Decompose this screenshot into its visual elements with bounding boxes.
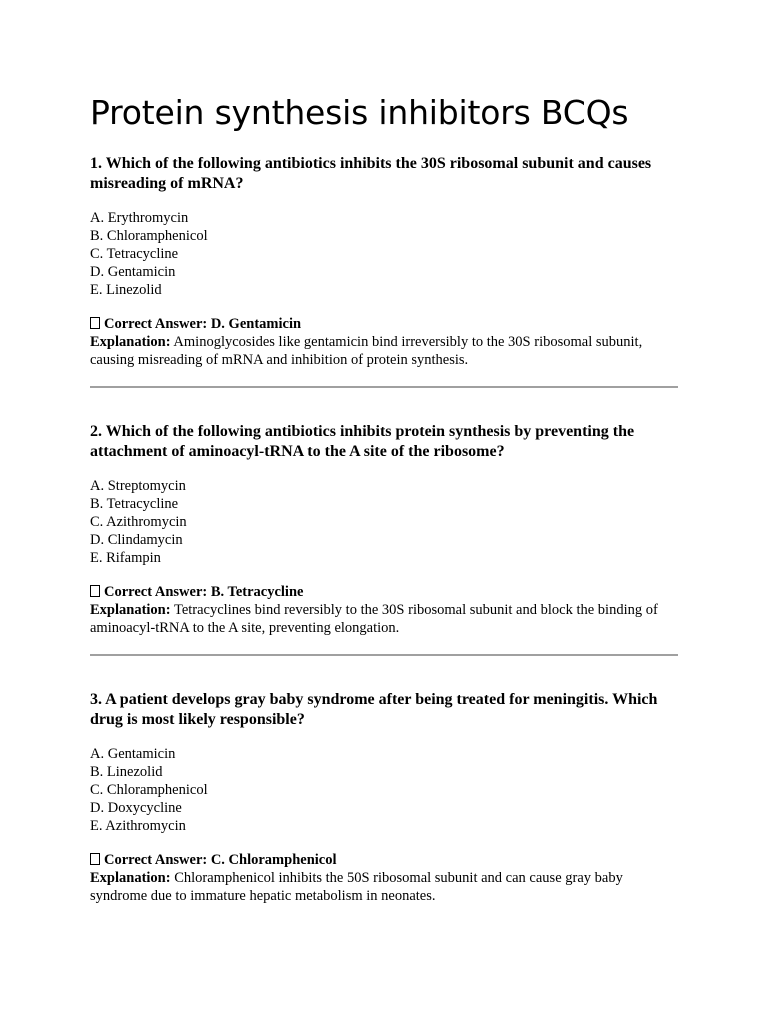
checkmark-icon xyxy=(90,585,100,597)
section-divider xyxy=(90,386,678,388)
correct-answer xyxy=(90,583,678,601)
question-text: 1. Which of the following antibiotics inhibits the 30S ribosomal subunit and causes misreading of mRNA? xyxy=(90,155,652,192)
explanation xyxy=(90,601,678,637)
explanation-text: Chloramphenicol inhibits the 50S ribosomal subunit and can cause gray baby syndrome due to immature hepatic metabolism in neonates. xyxy=(90,870,623,904)
option-c: C. Chloramphenicol xyxy=(90,782,208,798)
explanation-label: Explanation: xyxy=(90,870,171,886)
explanation-label: Explanation: xyxy=(90,602,171,618)
correct-answer-text: Correct Answer: B. Tetracycline xyxy=(104,584,304,600)
question-block-3 xyxy=(90,690,678,905)
option-a: A. Streptomycin xyxy=(90,478,186,494)
option-e: E. Linezolid xyxy=(90,282,162,298)
correct-answer-text: Correct Answer: C. Chloramphenicol xyxy=(104,852,337,868)
explanation-text: Tetracyclines bind reversibly to the 30S ribosomal subunit and block the binding of aminoacyl-tRNA to the A site, preventing elongation. xyxy=(90,602,658,636)
option-c: C. Azithromycin xyxy=(90,514,187,530)
explanation xyxy=(90,869,678,905)
option-a: A. Gentamicin xyxy=(90,746,176,762)
correct-answer-text: Correct Answer: D. Gentamicin xyxy=(104,316,302,332)
option-e: E. Azithromycin xyxy=(90,818,186,834)
question-block-2 xyxy=(90,422,678,637)
option-d: D. Clindamycin xyxy=(90,532,183,548)
correct-answer xyxy=(90,315,678,333)
option-e: E. Rifampin xyxy=(90,550,161,566)
option-b: B. Tetracycline xyxy=(90,496,179,512)
checkmark-icon xyxy=(90,853,100,865)
options-list xyxy=(90,209,678,299)
option-d: D. Gentamicin xyxy=(90,264,176,280)
option-b: B. Chloramphenicol xyxy=(90,228,208,244)
page-title: Protein synthesis inhibitors BCQs xyxy=(90,93,629,132)
options-list xyxy=(90,477,678,567)
question-text: 2. Which of the following antibiotics inhibits protein synthesis by preventing the attachment of aminoacyl-tRNA to the A site of the ribosome? xyxy=(90,423,635,460)
option-c: C. Tetracycline xyxy=(90,246,179,262)
option-d: D. Doxycycline xyxy=(90,800,182,816)
explanation-text: Aminoglycosides like gentamicin bind irreversibly to the 30S ribosomal subunit, causing misreading of mRNA and inhibition of protein synthesis. xyxy=(90,334,643,368)
options-list xyxy=(90,745,678,835)
question-block-1 xyxy=(90,154,678,369)
question-text: 3. A patient develops gray baby syndrome after being treated for meningitis. Which drug is most likely responsible? xyxy=(90,691,658,728)
explanation-label: Explanation: xyxy=(90,334,171,350)
option-b: B. Linezolid xyxy=(90,764,163,780)
correct-answer xyxy=(90,851,678,869)
checkmark-icon xyxy=(90,317,100,329)
explanation xyxy=(90,333,678,369)
option-a: A. Erythromycin xyxy=(90,210,189,226)
section-divider xyxy=(90,654,678,656)
